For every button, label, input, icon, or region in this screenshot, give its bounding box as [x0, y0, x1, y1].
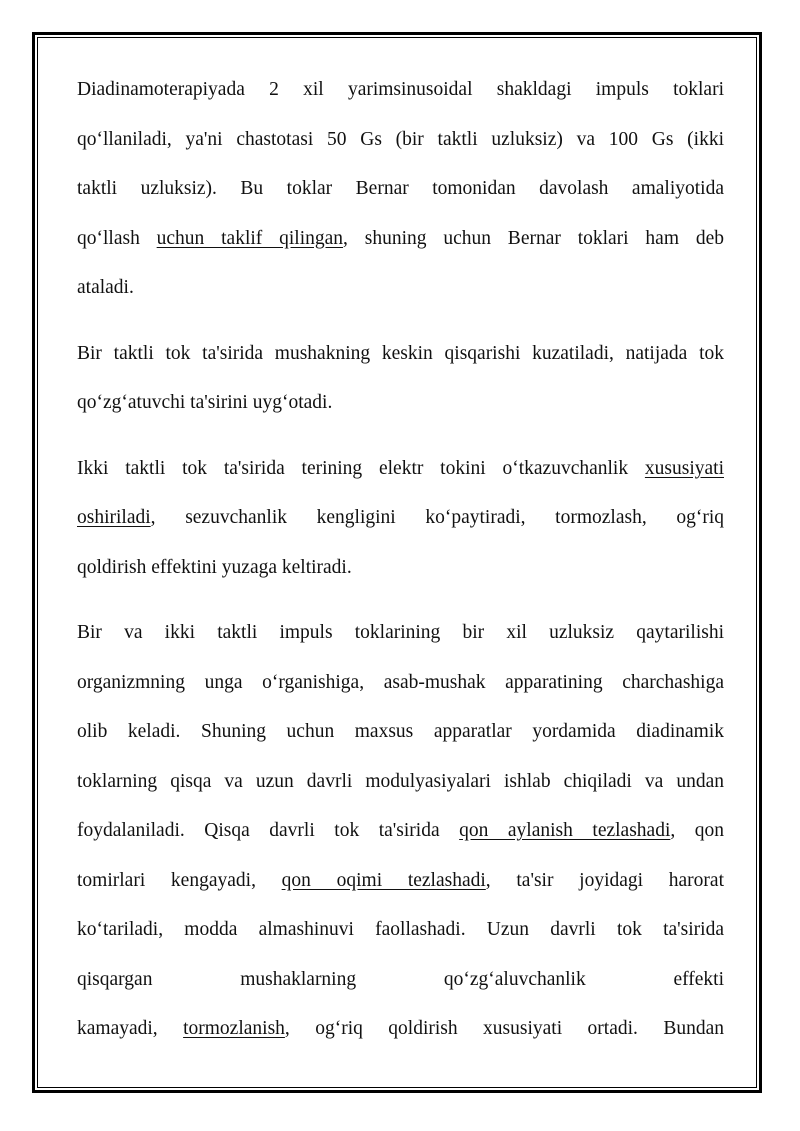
- text-run: , og‘riq qoldirish xususiyati ortadi. Bundan: [284, 1018, 724, 1039]
- text-line: [77, 444, 724, 494]
- text-line: [77, 707, 724, 757]
- text-line: [77, 955, 724, 1005]
- text-line: [77, 608, 724, 658]
- underlined-text: uchun taklif qilingan: [156, 227, 344, 249]
- text-run: tomirlari kengayadi,: [77, 869, 282, 891]
- text-line: [77, 115, 724, 165]
- text-line: [77, 856, 724, 906]
- text-line: [77, 164, 724, 214]
- text-line: [77, 905, 724, 955]
- text-run: qo‘llaniladi, ya'ni chastotasi 50 Gs (bir taktli uzluksiz) va 100 Gs (ikki: [77, 128, 724, 150]
- underlined-text: qon aylanish tezlashadi: [459, 820, 671, 841]
- underlined-text: tormozlanish: [183, 1018, 285, 1039]
- paragraph: [77, 608, 724, 1054]
- text-run: kamayadi,: [77, 1018, 184, 1039]
- text-run: ataladi.: [77, 277, 134, 298]
- text-run: , qon: [670, 820, 725, 841]
- paragraph: [77, 329, 724, 428]
- text-run: qoldirish effektini yuzaga keltiradi.: [77, 556, 352, 578]
- text-run: qisqargan mushaklarning qo‘zg‘aluvchanlik effekti: [77, 968, 724, 990]
- underlined-text: oshiriladi: [77, 507, 151, 528]
- text-line: [77, 378, 724, 428]
- text-line: [77, 65, 724, 115]
- paragraph: [77, 444, 724, 593]
- text-run: , shuning uchun Bernar toklari ham deb: [343, 227, 724, 249]
- text-line: [77, 263, 724, 313]
- underlined-text: qon oqimi tezlashadi: [281, 869, 486, 891]
- text-run: Bir taktli tok ta'sirida mushakning keskin qisqarishi kuzatiladi, natijada tok: [77, 342, 724, 364]
- text-run: qo‘zg‘atuvchi ta'sirini uyg‘otadi.: [77, 392, 333, 413]
- text-run: , ta'sir joyidagi harorat: [485, 869, 724, 891]
- text-line: [77, 329, 724, 379]
- text-run: ko‘tariladi, modda almashinuvi faollashadi. Uzun davrli tok ta'sirida: [77, 919, 724, 940]
- text-line: [77, 493, 724, 543]
- text-run: olib keladi. Shuning uchun maxsus apparatlar yordamida diadinamik: [77, 721, 724, 742]
- text-line: [77, 543, 724, 593]
- text-run: toklarning qisqa va uzun davrli modulyasiyalari ishlab chiqiladi va undan: [77, 770, 724, 792]
- text-line: [77, 806, 724, 856]
- text-run: Bir va ikki taktli impuls toklarining bir xil uzluksiz qaytarilishi: [77, 622, 724, 643]
- paragraph: [77, 65, 724, 313]
- document-body: [77, 65, 724, 1070]
- text-line: [77, 214, 724, 264]
- text-line: [77, 1004, 724, 1054]
- text-run: , sezuvchanlik kengligini ko‘paytiradi, tormozlash, og‘riq: [150, 507, 724, 528]
- text-run: foydalaniladi. Qisqa davrli tok ta'sirida: [77, 820, 460, 841]
- text-run: taktli uzluksiz). Bu toklar Bernar tomonidan davolash amaliyotida: [77, 178, 724, 199]
- text-run: organizmning unga o‘rganishiga, asab-mushak apparatining charchashiga: [77, 671, 724, 693]
- text-run: qo‘llash: [77, 227, 157, 249]
- text-run: Ikki taktli tok ta'sirida terining elektr tokini o‘tkazuvchanlik: [77, 457, 645, 479]
- text-line: [77, 757, 724, 807]
- underlined-text: xususiyati: [644, 457, 724, 479]
- text-line: [77, 658, 724, 708]
- text-run: Diadinamoterapiyada 2 xil yarimsinusoidal shakldagi impuls toklari: [77, 79, 724, 100]
